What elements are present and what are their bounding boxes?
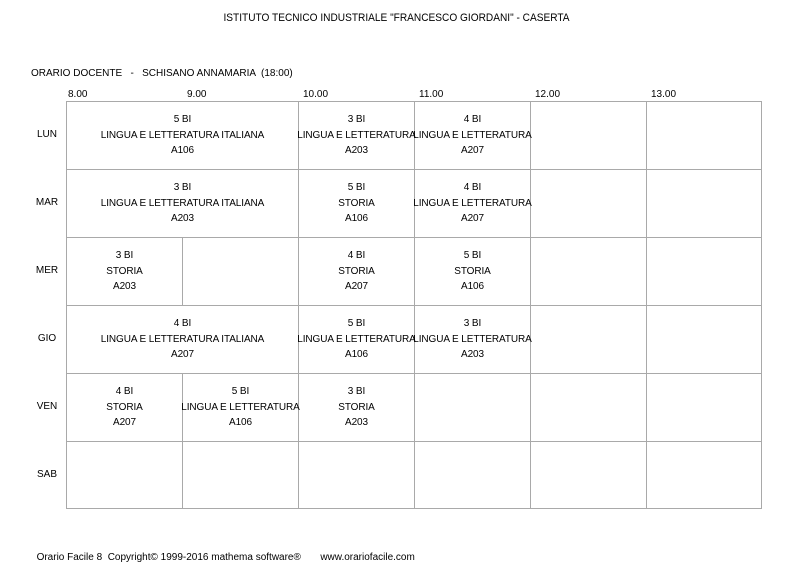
lesson-class: 4 BI	[173, 318, 192, 330]
time-label-9: 9.00	[187, 89, 207, 100]
lesson-subject: LINGUA E LETTERATURA	[297, 333, 416, 345]
lesson-class: 4 BI	[463, 114, 482, 126]
lesson-class: 4 BI	[463, 182, 482, 194]
lesson-room: A203	[171, 213, 194, 225]
day-label-gio: GIO	[37, 333, 57, 344]
day-label-mer: MER	[35, 265, 59, 276]
day-label-ven: VEN	[36, 401, 58, 412]
time-label-13: 13.00	[651, 89, 677, 100]
time-label-10: 10.00	[303, 89, 329, 100]
lesson-class: 5 BI	[347, 318, 366, 330]
time-label-12: 12.00	[535, 89, 561, 100]
lesson-subject: LINGUA E LETTERATURA ITALIANA	[100, 129, 265, 141]
lesson-class: 4 BI	[115, 386, 134, 398]
lesson-subject: STORIA	[338, 401, 375, 413]
lesson-cell[interactable]	[415, 102, 530, 169]
copyright-text: Orario Facile 8 Copyright© 1999-2016 mathema software®	[36, 552, 301, 563]
lesson-cell[interactable]	[299, 238, 414, 305]
lesson-room: A106	[171, 145, 194, 157]
col-divider	[530, 102, 531, 508]
lesson-class: 3 BI	[173, 182, 192, 194]
lesson-room: A207	[461, 145, 484, 157]
lesson-subject: STORIA	[338, 265, 375, 277]
lesson-subject: LINGUA E LETTERATURA	[181, 401, 300, 413]
lesson-cell[interactable]	[67, 374, 182, 441]
lesson-subject: STORIA	[106, 265, 143, 277]
lesson-room: A106	[345, 349, 368, 361]
lesson-subject: LINGUA E LETTERATURA ITALIANA	[100, 197, 265, 209]
lesson-subject: LINGUA E LETTERATURA	[413, 197, 532, 209]
lesson-cell[interactable]	[415, 238, 530, 305]
lesson-subject: STORIA	[454, 265, 491, 277]
lesson-cell[interactable]	[299, 306, 414, 373]
lesson-cell[interactable]	[299, 170, 414, 237]
lesson-subject: LINGUA E LETTERATURA	[413, 129, 532, 141]
lesson-subject: LINGUA E LETTERATURA ITALIANA	[100, 333, 265, 345]
lesson-cell[interactable]	[183, 374, 298, 441]
institute-title: ISTITUTO TECNICO INDUSTRIALE "FRANCESCO GIORDANI" - CASERTA	[223, 12, 570, 24]
lesson-room: A203	[345, 145, 368, 157]
lesson-room: A203	[461, 349, 484, 361]
lesson-cell[interactable]	[299, 102, 414, 169]
lesson-room: A106	[461, 281, 484, 293]
lesson-class: 5 BI	[347, 182, 366, 194]
lesson-room: A207	[171, 349, 194, 361]
lesson-subject: LINGUA E LETTERATURA	[297, 129, 416, 141]
teacher-schedule-subtitle: ORARIO DOCENTE - SCHISANO ANNAMARIA (18:00)	[31, 68, 293, 79]
lesson-class: 3 BI	[347, 386, 366, 398]
lesson-room: A203	[113, 281, 136, 293]
lesson-subject: LINGUA E LETTERATURA	[413, 333, 532, 345]
lesson-subject: STORIA	[106, 401, 143, 413]
footer-copyright	[31, 541, 415, 563]
timetable-grid	[66, 101, 762, 509]
footer-spacer	[301, 552, 320, 563]
lesson-room: A207	[461, 213, 484, 225]
lesson-cell[interactable]	[67, 102, 298, 169]
lesson-room: A106	[229, 417, 252, 429]
lesson-class: 3 BI	[347, 114, 366, 126]
lesson-cell[interactable]	[299, 374, 414, 441]
lesson-class: 3 BI	[463, 318, 482, 330]
time-label-11: 11.00	[419, 89, 444, 100]
lesson-room: A203	[345, 417, 368, 429]
day-label-mar: MAR	[35, 197, 59, 208]
lesson-cell[interactable]	[67, 170, 298, 237]
col-divider	[182, 238, 183, 305]
lesson-cell[interactable]	[67, 238, 182, 305]
time-label-8: 8.00	[68, 89, 88, 100]
lesson-cell[interactable]	[415, 306, 530, 373]
lesson-room: A106	[345, 213, 368, 225]
lesson-room: A207	[345, 281, 368, 293]
lesson-class: 5 BI	[463, 250, 482, 262]
lesson-room: A207	[113, 417, 136, 429]
lesson-subject: STORIA	[338, 197, 375, 209]
day-label-lun: LUN	[36, 129, 57, 140]
lesson-class: 4 BI	[347, 250, 366, 262]
lesson-class: 5 BI	[231, 386, 250, 398]
lesson-class: 5 BI	[173, 114, 192, 126]
col-divider	[646, 102, 647, 508]
lesson-class: 3 BI	[115, 250, 134, 262]
lesson-cell[interactable]	[415, 170, 530, 237]
website-link[interactable]: www.orariofacile.com	[320, 552, 415, 563]
day-label-sab: SAB	[36, 469, 57, 480]
lesson-cell[interactable]	[67, 306, 298, 373]
